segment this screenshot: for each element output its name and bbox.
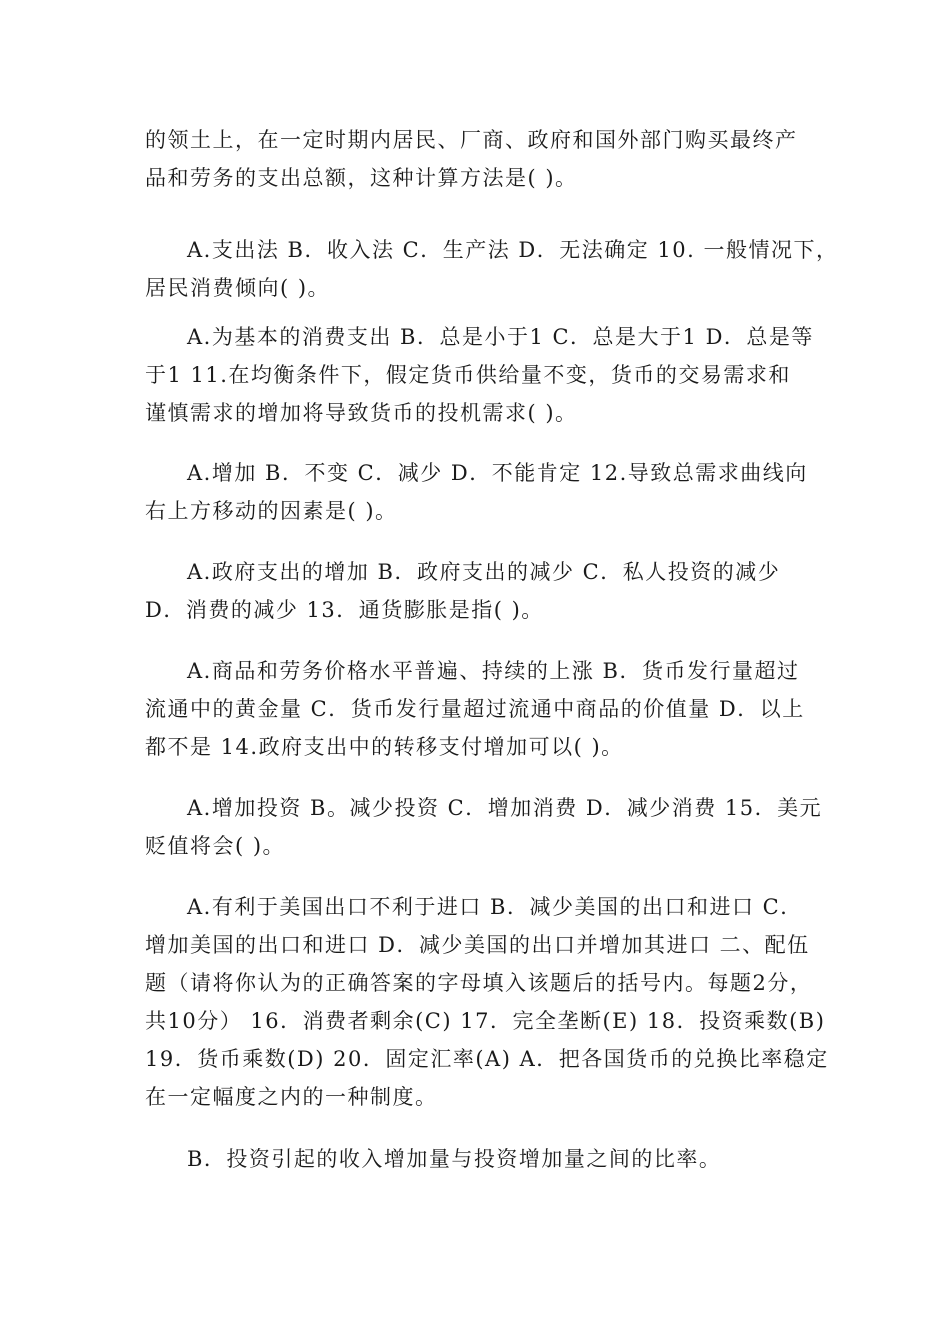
text-line: 共10分） 16．消费者剩余(C) 17．完全垄断(E) 18．投资乘数(B) xyxy=(145,1009,826,1033)
text-line: 右上方移动的因素是( )。 xyxy=(145,499,398,523)
text-line: 19．货币乘数(D) 20．固定汇率(A) A．把各国货币的兑换比率稳定 xyxy=(145,1047,829,1071)
text-line: A.支出法 B．收入法 C．生产法 D．无法确定 10. 一般情况下， xyxy=(187,238,839,262)
paragraph-5 xyxy=(145,553,810,629)
text-line: A.增加 B．不变 C．减少 D．不能肯定 12.导致总需求曲线向 xyxy=(187,461,808,485)
text-line: 增加美国的出口和进口 D．减少美国的出口并增加其进口 二、配伍 xyxy=(145,933,810,957)
paragraph-3 xyxy=(145,318,814,432)
paragraph-8 xyxy=(145,888,829,1116)
paragraph-6 xyxy=(145,652,810,766)
paragraph-9 xyxy=(145,1140,810,1178)
text-line: D．消费的减少 13．通货膨胀是指( )。 xyxy=(145,598,544,622)
text-line: 流通中的黄金量 C．货币发行量超过流通中商品的价值量 D．以上 xyxy=(145,697,805,721)
paragraph-1 xyxy=(145,121,810,197)
text-line: A.商品和劳务价格水平普遍、持续的上涨 B．货币发行量超过 xyxy=(187,659,800,683)
text-line: 谨慎需求的增加将导致货币的投机需求( )。 xyxy=(145,401,578,425)
text-line: A.有利于美国出口不利于进口 B．减少美国的出口和进口 C． xyxy=(187,895,803,919)
text-line: B．投资引起的收入增加量与投资增加量之间的比率。 xyxy=(187,1147,722,1171)
text-line: 于1 11.在均衡条件下，假定货币供给量不变，货币的交易需求和 xyxy=(145,363,791,387)
paragraph-4 xyxy=(145,454,810,530)
text-line: 居民消费倾向( )。 xyxy=(145,276,331,300)
text-line: 都不是 14.政府支出中的转移支付增加可以( )。 xyxy=(145,735,624,759)
text-line: A.增加投资 B。减少投资 C．增加消费 D．减少消费 15．美元 xyxy=(187,796,823,820)
text-line: A.为基本的消费支出 B．总是小于1 C．总是大于1 D．总是等 xyxy=(187,325,814,349)
text-line: 题（请将你认为的正确答案的字母填入该题后的括号内。每题2分， xyxy=(145,971,813,995)
paragraph-7 xyxy=(145,789,823,865)
paragraph-2 xyxy=(145,231,839,307)
text-line: 品和劳务的支出总额，这种计算方法是( )。 xyxy=(145,166,578,190)
text-line: A.政府支出的增加 B．政府支出的减少 C．私人投资的减少 xyxy=(187,560,781,584)
text-line: 的领土上，在一定时期内居民、厂商、政府和国外部门购买最终产 xyxy=(145,128,798,152)
text-line: 在一定幅度之内的一种制度。 xyxy=(145,1085,438,1109)
text-line: 贬值将会( )。 xyxy=(145,834,286,858)
